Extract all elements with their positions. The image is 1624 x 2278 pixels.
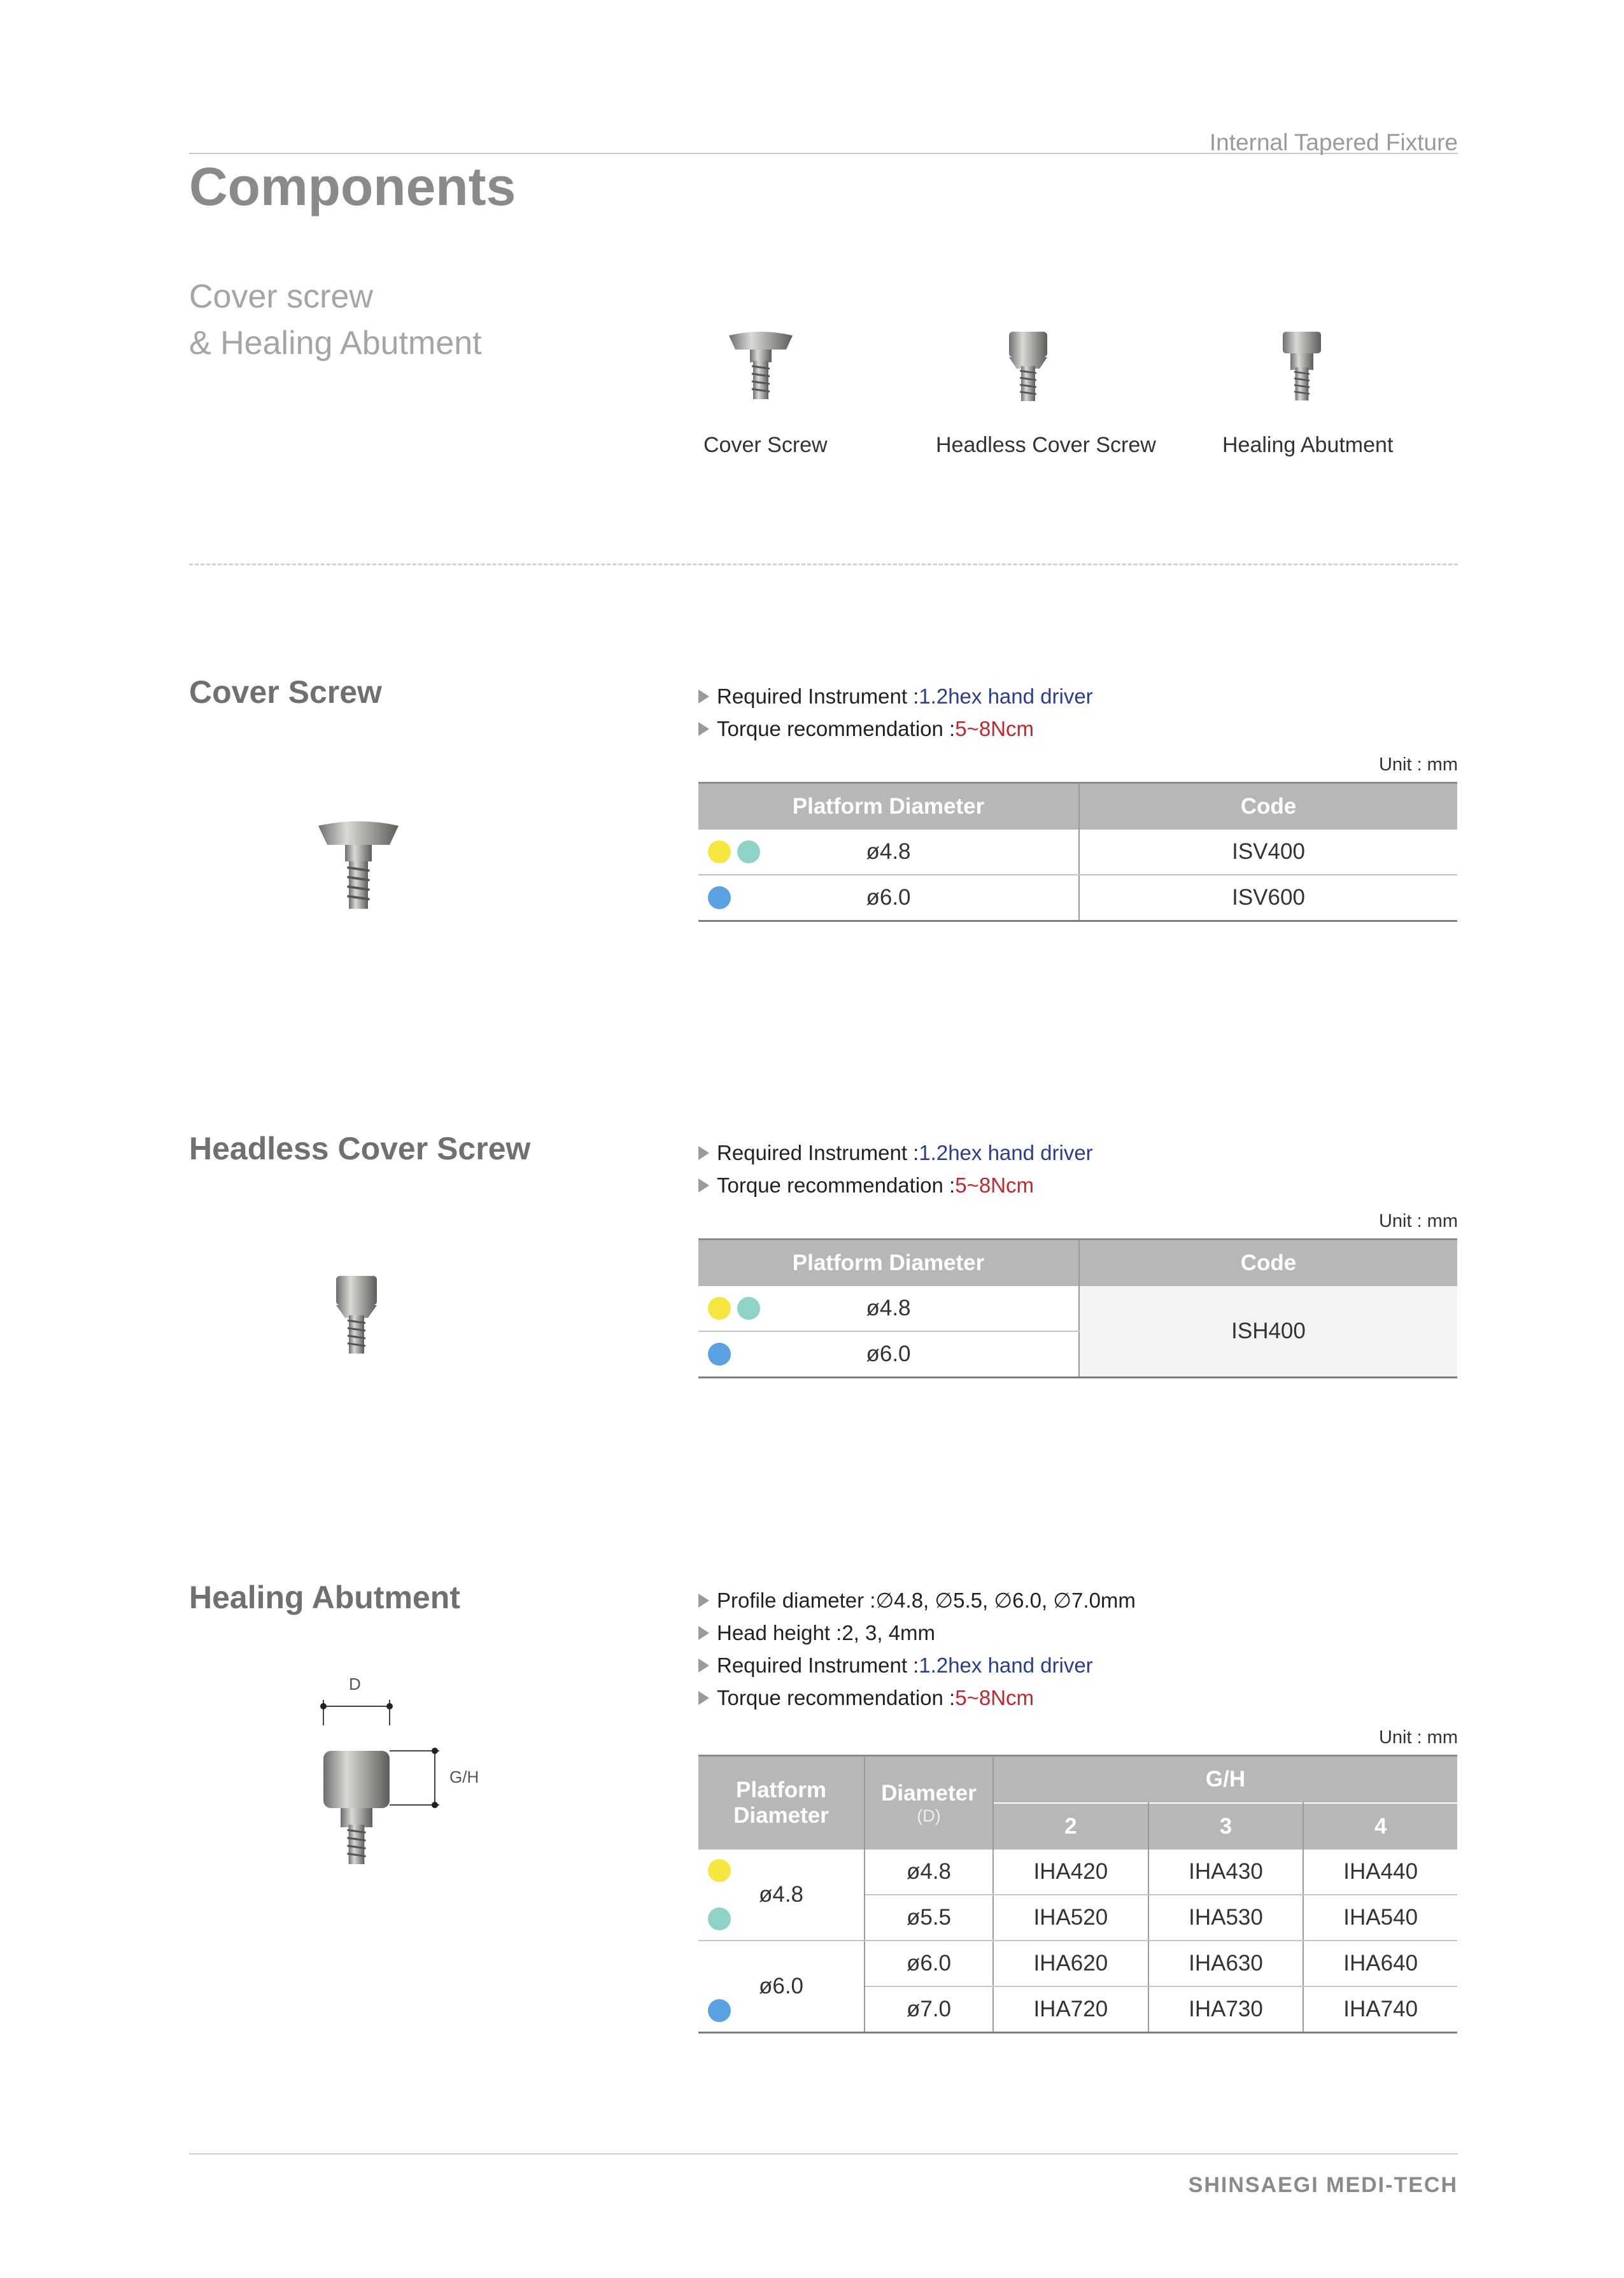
table-row: ø6.0 ø6.0 IHA620 IHA630 IHA640 — [698, 1941, 1457, 1986]
page-title: Components — [189, 157, 516, 216]
section-divider — [189, 563, 1458, 565]
platform-color-dots — [708, 886, 731, 909]
yellow-dot — [708, 840, 731, 863]
spec-head-height: Head height : 2, 3, 4mm — [698, 1617, 1136, 1649]
blue-dot — [708, 1999, 731, 2022]
platform-color-dots — [708, 1343, 731, 1366]
yellow-dot — [708, 1297, 731, 1320]
platform-color-dots — [708, 1297, 760, 1320]
table-row: ø6.0 — [698, 1331, 1457, 1378]
platform-color-dots — [708, 840, 760, 863]
bullet-triangle-icon — [698, 722, 709, 736]
headless-cover-screw-image — [331, 1273, 382, 1356]
table-row: ø4.8 ø4.8 IHA420 IHA430 IHA440 — [698, 1850, 1457, 1895]
unit-label: Unit : mm — [1378, 1211, 1458, 1231]
unit-label: Unit : mm — [1378, 1727, 1458, 1748]
table-row: ø4.8 ISV400 — [698, 830, 1457, 875]
intro-caption-healing-abutment: Healing Abutment — [1222, 433, 1394, 457]
healing-abutment-table — [698, 1755, 1457, 2034]
dimension-d-label: D — [349, 1674, 361, 1694]
platform-cell: ø6.0 — [698, 1941, 865, 2033]
healing-abutment-specs — [698, 1584, 1136, 1714]
bullet-triangle-icon — [698, 1691, 709, 1705]
headless-cover-screw-specs — [698, 1136, 1093, 1201]
cover-screw-icon — [726, 328, 796, 404]
headless-cover-screw-title: Headless Cover Screw — [189, 1131, 531, 1166]
spec-torque: Torque recommendation : 5~8Ncm — [698, 1681, 1136, 1714]
bullet-triangle-icon — [698, 1178, 709, 1192]
col-code: Code — [1079, 783, 1457, 830]
bullet-triangle-icon — [698, 690, 709, 704]
merged-code-cell: ISH400 — [1079, 1286, 1457, 1378]
running-head: Internal Tapered Fixture — [1209, 129, 1458, 155]
intro-caption-cover-screw: Cover Screw — [703, 433, 828, 457]
table-row: ø5.5 IHA520 IHA530 IHA540 — [698, 1895, 1457, 1941]
table-row: ø6.0 ISV600 — [698, 875, 1457, 921]
col-gh-4: 4 — [1303, 1803, 1457, 1850]
cover-screw-table — [698, 782, 1457, 922]
col-gh-3: 3 — [1148, 1803, 1304, 1850]
teal-dot — [737, 840, 760, 863]
col-gh: G/H — [993, 1756, 1457, 1804]
bullet-triangle-icon — [698, 1659, 709, 1673]
blue-dot — [708, 886, 731, 909]
footer-rule — [189, 2153, 1458, 2154]
cover-screw-title: Cover Screw — [189, 674, 382, 710]
teal-dot — [708, 1907, 731, 1930]
spec-torque: Torque recommendation : 5~8Ncm — [698, 1169, 1093, 1201]
healing-abutment-icon — [1276, 328, 1327, 404]
intro-title: Cover screw & Healing Abutment — [189, 278, 482, 362]
col-platform-diameter: Platform Diameter — [698, 783, 1079, 830]
col-diameter: Diameter (D) — [865, 1756, 993, 1850]
col-gh-2: 2 — [993, 1803, 1148, 1850]
cover-screw-specs — [698, 680, 1093, 745]
blue-dot — [708, 1343, 731, 1366]
spec-instrument: Required Instrument : 1.2hex hand driver — [698, 680, 1093, 712]
yellow-dot — [708, 1859, 731, 1882]
unit-label: Unit : mm — [1378, 754, 1458, 775]
bullet-triangle-icon — [698, 1594, 709, 1608]
col-platform-diameter: Platform Diameter — [698, 1756, 865, 1850]
platform-cell: ø4.8 — [698, 1850, 865, 1941]
table-row: ø7.0 IHA720 IHA730 IHA740 — [698, 1986, 1457, 2033]
table-row: ø4.8 ISH400 — [698, 1286, 1457, 1331]
col-platform-diameter: Platform Diameter — [698, 1240, 1079, 1287]
cover-screw-image — [317, 818, 400, 914]
intro-caption-headless-cover-screw: Headless Cover Screw — [936, 433, 1156, 457]
spec-profile: Profile diameter : ∅4.8, ∅5.5, ∅6.0, ∅7.0mm — [698, 1584, 1136, 1617]
spec-instrument: Required Instrument : 1.2hex hand driver — [698, 1136, 1093, 1169]
bullet-triangle-icon — [698, 1146, 709, 1160]
dimension-gh-label: G/H — [449, 1767, 479, 1786]
teal-dot — [737, 1297, 760, 1320]
headless-cover-screw-icon — [1003, 328, 1054, 404]
spec-torque: Torque recommendation : 5~8Ncm — [698, 712, 1093, 745]
bullet-triangle-icon — [698, 1626, 709, 1640]
headless-cover-screw-table — [698, 1238, 1457, 1378]
brand-logo: SHINSAEGI MEDI-TECH — [1188, 2173, 1458, 2197]
healing-abutment-title: Healing Abutment — [189, 1580, 460, 1615]
col-code: Code — [1079, 1240, 1457, 1287]
spec-instrument: Required Instrument : 1.2hex hand driver — [698, 1649, 1136, 1681]
